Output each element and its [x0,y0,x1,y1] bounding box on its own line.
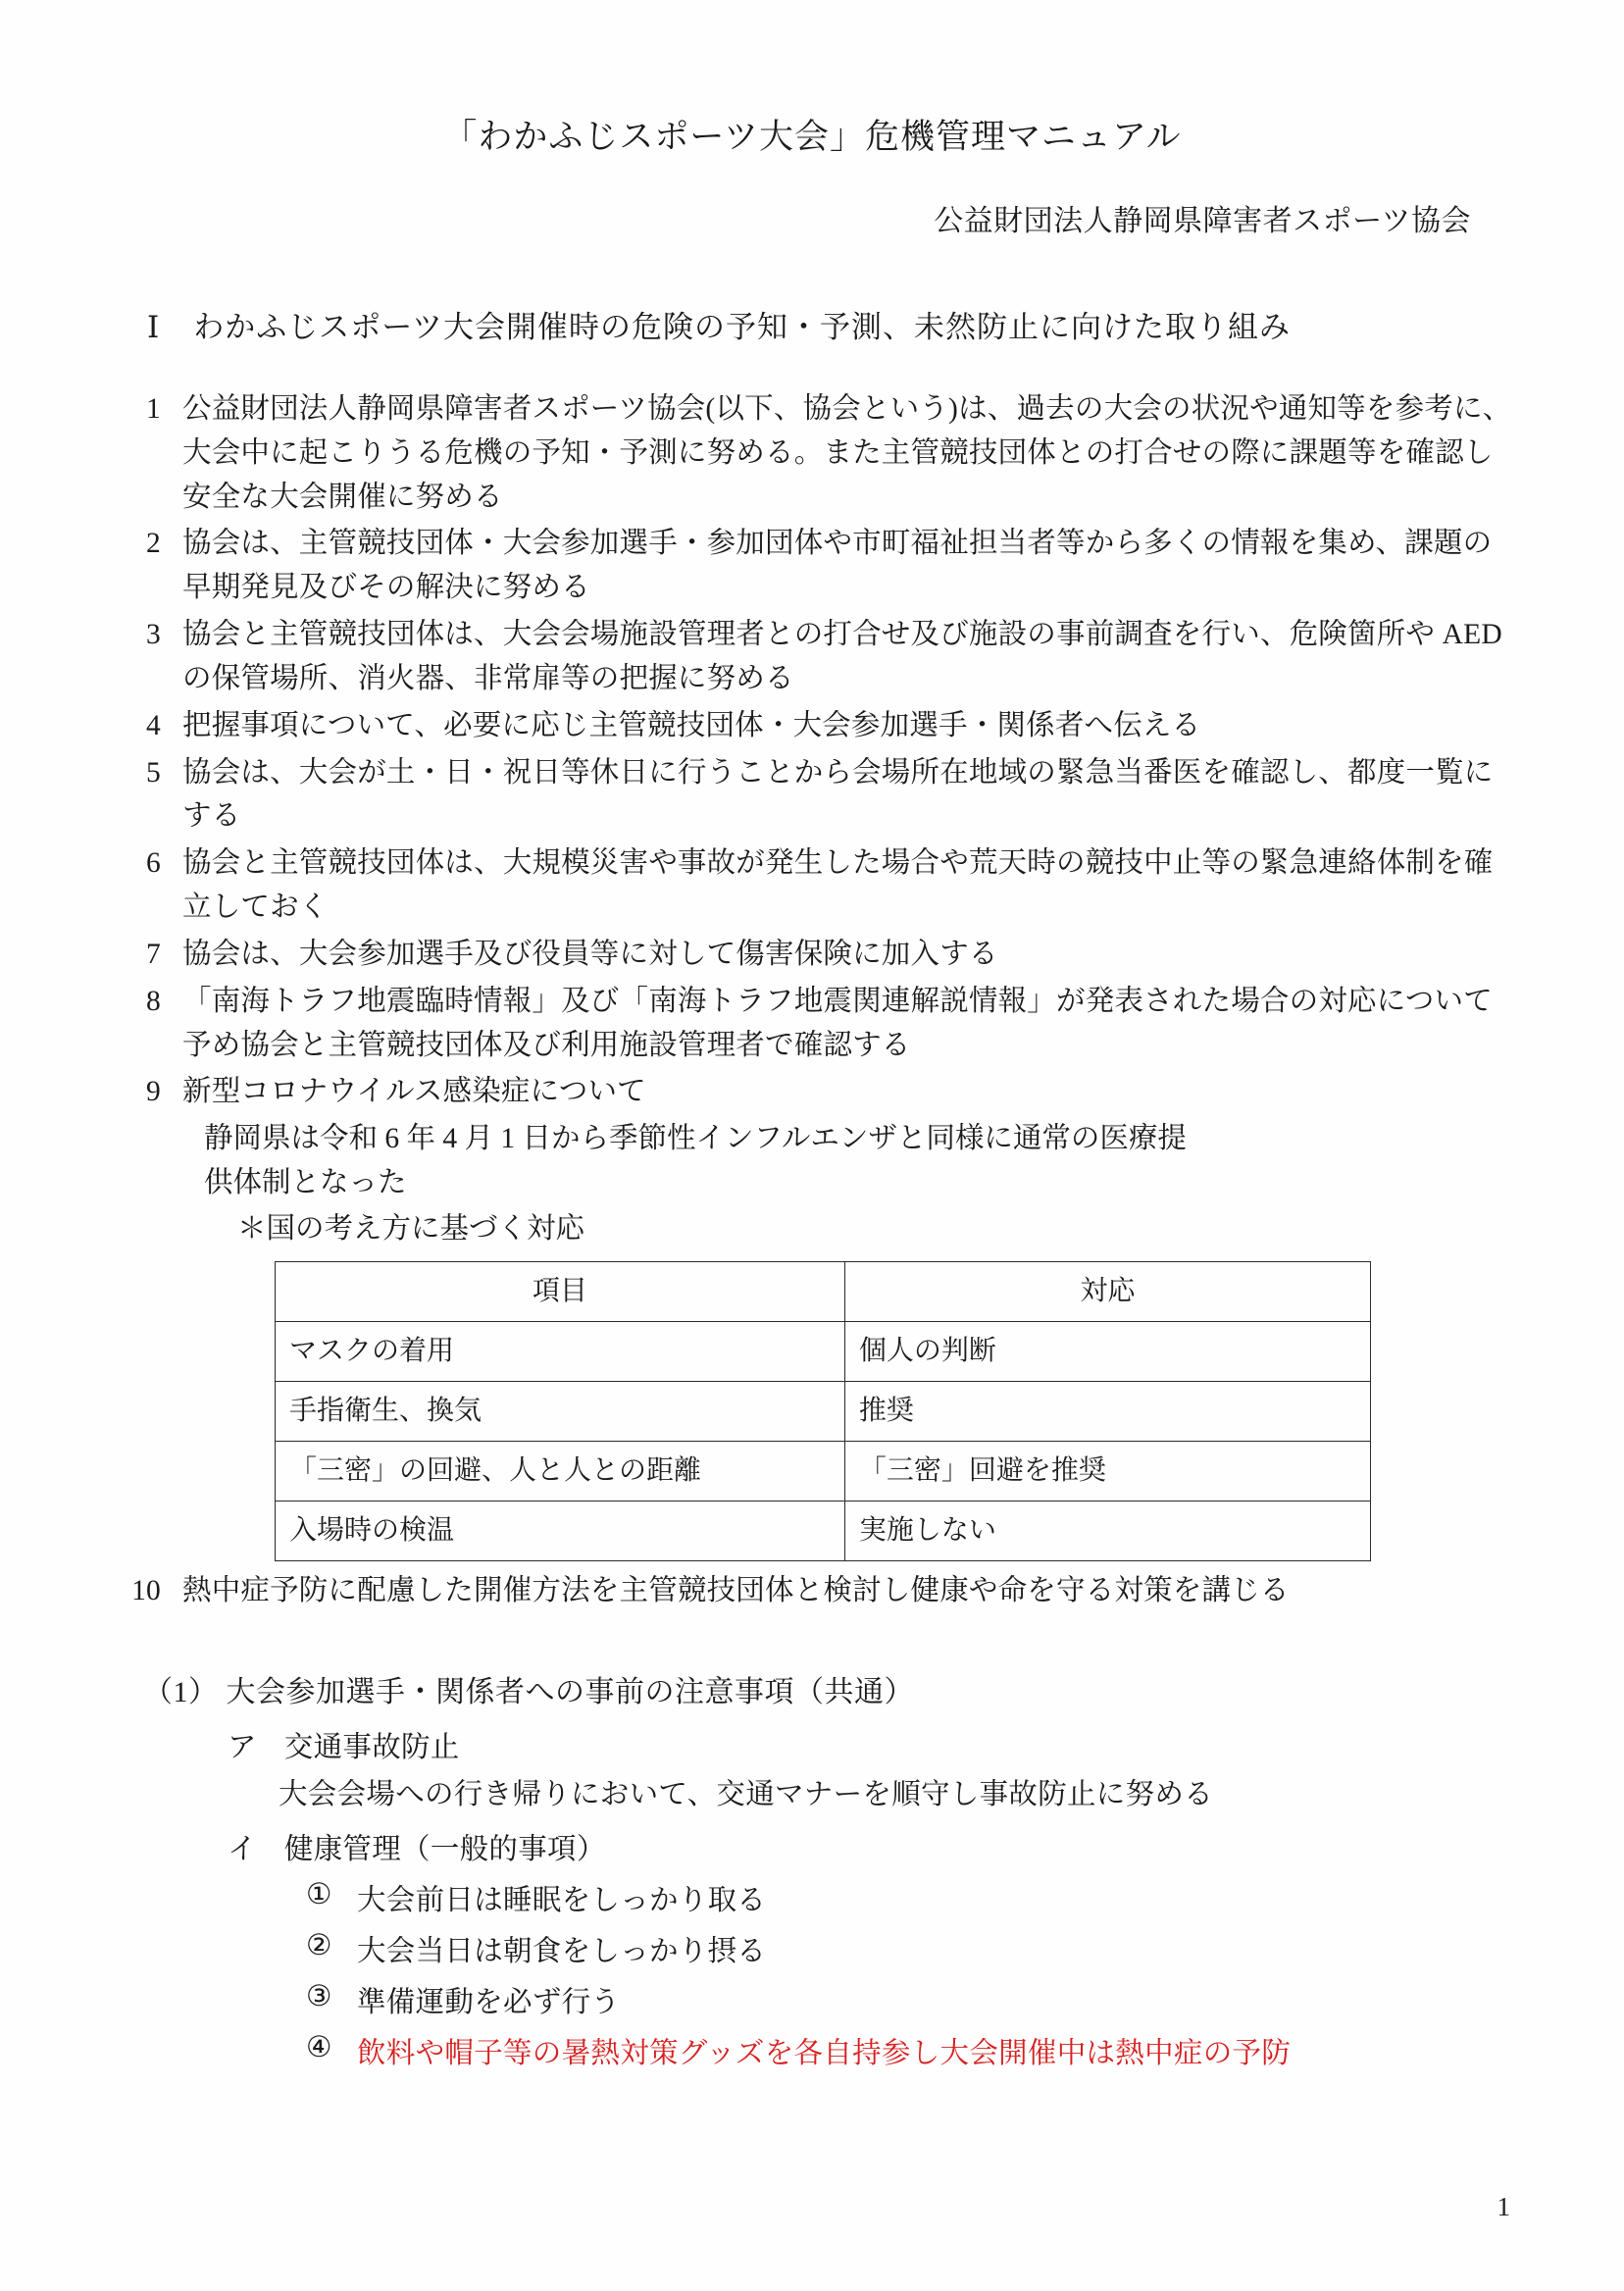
spacer [110,1616,1514,1667]
list-item-marker: 8 [146,985,161,1017]
list-item [110,933,1514,977]
list-item-text: 公益財団法人静岡県障害者スポーツ協会(以下、協会という)は、過去の大会の状況や通知等を参考に、大会中に起こりうる危機の予知・予測に努める。また主管競技団体との打合せの際に課題等を確認し安全な大会開催に努める [182,393,1512,513]
list-item [110,522,1514,610]
sub-item-i-marker: イ [228,1833,257,1865]
table-cell: 実施しない [844,1501,1370,1560]
list-item-text: 熱中症予防に配慮した開催方法を主管競技団体と検討し健康や命を守る対策を講じる [182,1574,1290,1606]
circled-item-text: 大会当日は朝食をしっかり摂る [357,1935,767,1967]
circled-item [306,1928,1514,1969]
list-item-text: 把握事項について、必要に応じ主管競技団体・大会参加選手・関係者へ伝える [182,709,1201,741]
list-item-text: 協会と主管競技団体は、大規模災害や事故が発生した場合や荒天時の競技中止等の緊急連絡体制を確立しておく [182,847,1494,924]
circled-item [306,2030,1514,2071]
section-numeral: Ⅰ [147,310,161,344]
circled-item [306,1979,1514,2020]
list-item [110,613,1514,701]
table-cell: マスクの着用 [276,1321,845,1381]
covid-measures-table [275,1261,1371,1561]
table-header-cell: 項目 [276,1261,845,1321]
list-item-marker: 9 [146,1076,161,1108]
item9-detail-line2: 供体制となった [204,1167,407,1199]
page-number: 1 [1497,2192,1510,2221]
list-item-text: 協会は、大会参加選手及び役員等に対して傷害保険に加入する [182,938,998,970]
list-item [110,751,1514,840]
list-item-marker: 7 [146,938,161,970]
table-cell: 「三密」の回避、人と人との距離 [276,1441,845,1501]
table-cell: 「三密」回避を推奨 [844,1441,1370,1501]
list-item [110,1569,1514,1613]
sub-item-i [228,1826,1514,1867]
list-item-text: 協会は、大会が土・日・祝日等休日に行うことから会場所在地域の緊急当番医を確認し、都度一覧にする [182,756,1494,833]
table-cell: 手指衛生、換気 [276,1381,845,1441]
list-item [110,980,1514,1068]
table-row [276,1501,1371,1560]
sub-item-a-marker: ア [228,1731,257,1763]
item9-detail-line1: 静岡県は令和 6 年 4 月 1 日から季節性インフルエンザと同様に通常の医療提 [204,1123,1187,1155]
list-item-marker: 10 [131,1574,161,1606]
circled-item-text: 飲料や帽子等の暑熱対策グッズを各自持参し大会開催中は熱中症の予防 [357,2037,1292,2069]
table-row [276,1381,1371,1441]
circled-item-text: 準備運動を必ず行う [357,1986,621,2018]
list-item-marker: 1 [146,393,161,425]
sub-item-a-label: 交通事故防止 [283,1731,460,1763]
table-header-cell: 対応 [844,1261,1370,1321]
item9-star-note: ＊国の考え方に基づく対応 [237,1212,585,1245]
list-item-marker: 3 [146,619,161,651]
circled-item-marker: ① [306,1878,332,1910]
organization-name: 公益財団法人静岡県障害者スポーツ協会 [934,205,1471,237]
table-cell: 入場時の検温 [276,1501,845,1560]
list-item-marker: 4 [146,709,161,741]
list-item-text: 協会は、主管競技団体・大会参加選手・参加団体や市町福祉担当者等から多くの情報を集め、課題の早期発見及びその解決に努める [182,528,1493,604]
section-heading-text: わかふじスポーツ大会開催時の危険の予知・予測、未然防止に向けた取り組み [193,310,1292,344]
list-item-text: 協会と主管競技団体は、大会会場施設管理者との打合せ及び施設の事前調査を行い、危険箇所や AED の保管場所、消火器、非常扉等の把握に努める [182,619,1502,694]
sub-item-i-label: 健康管理（一般的事項） [283,1833,606,1865]
sub-item-a-detail: 大会会場への行き帰りにおいて、交通マナーを順守し事故防止に努める [279,1778,1214,1810]
subsection-title: （1） 大会参加選手・関係者への事前の注意事項（共通） [143,1675,914,1708]
circled-item-marker: ④ [306,2031,332,2063]
list-item [110,387,1514,519]
section-heading [147,302,1514,346]
list-item-text: 新型コロナウイルス感染症について [182,1076,646,1108]
list-item-marker: 2 [146,528,161,560]
circled-item-text: 大会前日は睡眠をしっかり取る [357,1884,767,1916]
page-title: 「わかふじスポーツ大会」危機管理マニュアル [442,118,1182,156]
table-cell: 推奨 [844,1381,1370,1441]
list-item-marker: 6 [146,847,161,880]
list-item-marker: 5 [146,756,161,789]
numbered-list [110,387,1514,1114]
list-item-text: 「南海トラフ地震臨時情報」及び「南海トラフ地震関連解説情報」が発表された場合の対応について予め協会と主管競技団体及び利用施設管理者で確認する [182,985,1493,1061]
circled-item-marker: ② [306,1929,332,1961]
list-item [110,841,1514,930]
sub-item-a [228,1724,1514,1765]
table-row [276,1441,1371,1501]
list-item [110,1070,1514,1114]
circled-item-marker: ③ [306,1980,332,2012]
circled-item [306,1877,1514,1918]
list-item [110,704,1514,748]
table-cell: 個人の判断 [844,1321,1370,1381]
table-row [276,1321,1371,1381]
table-header-row [276,1261,1371,1321]
